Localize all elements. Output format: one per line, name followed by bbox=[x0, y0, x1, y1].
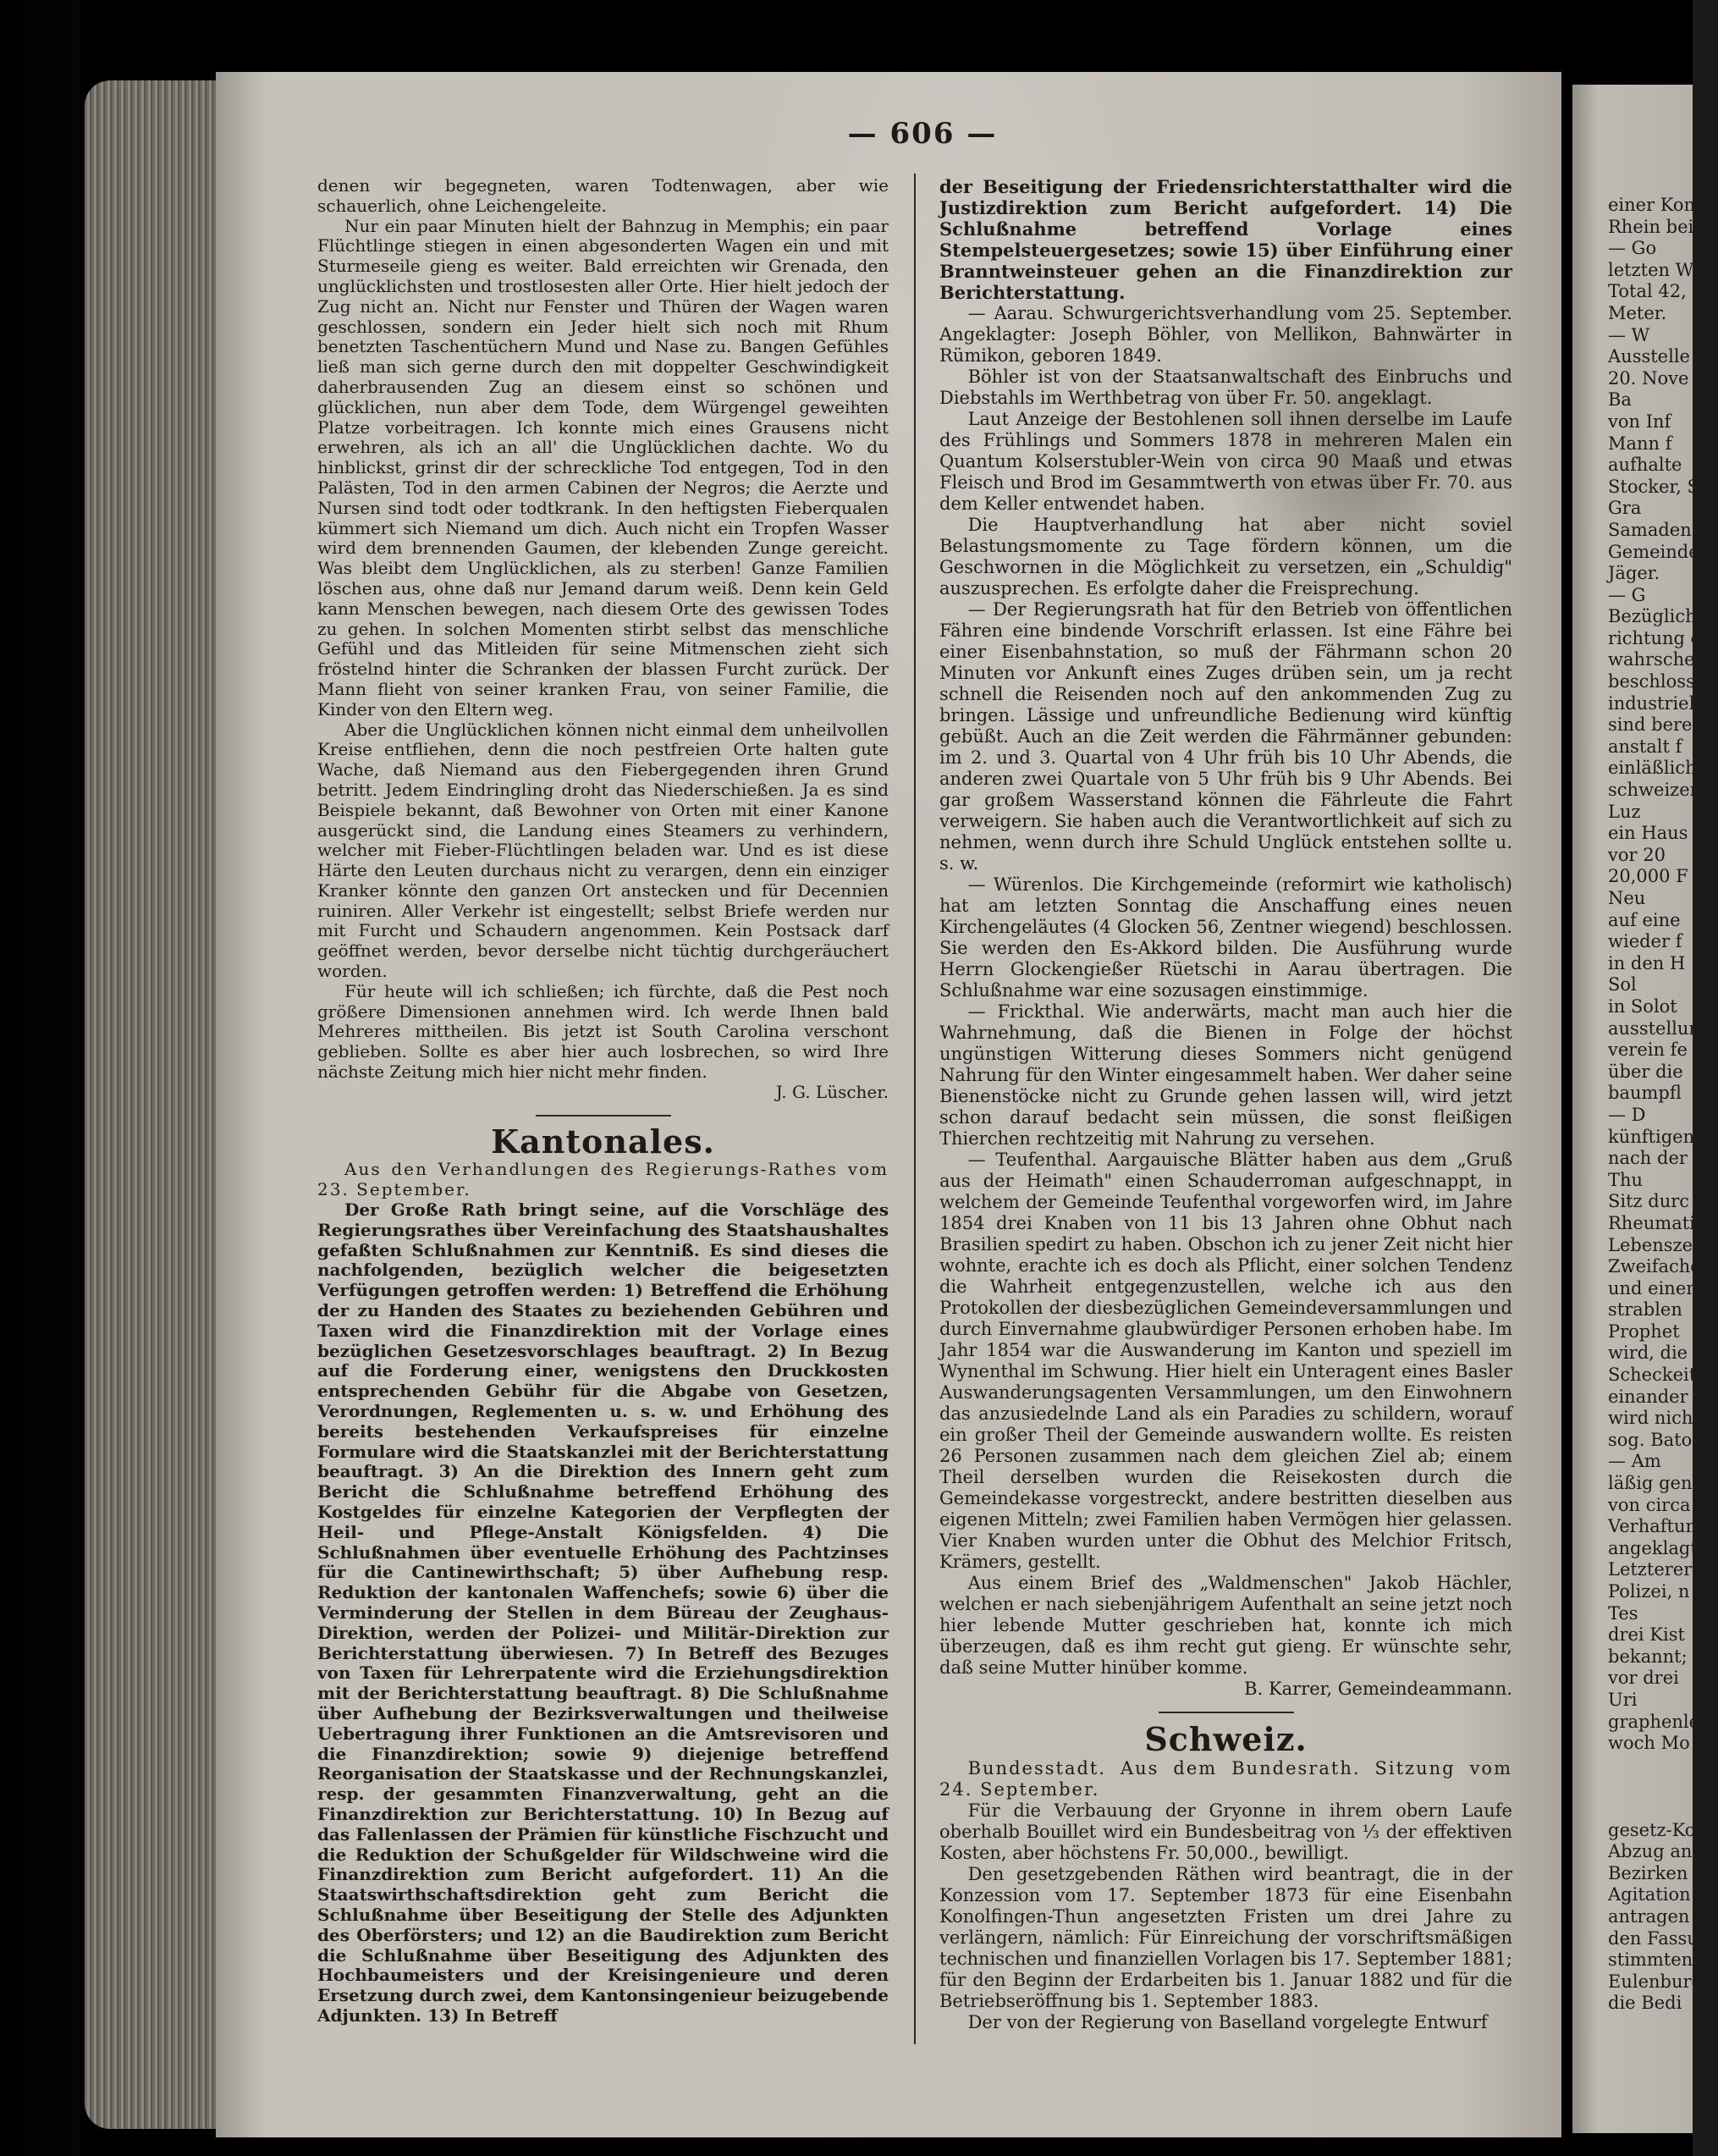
next-page-line: stimmten bbox=[1608, 1949, 1693, 1971]
page-number: — 606 — bbox=[847, 117, 998, 151]
section-rule bbox=[536, 1115, 671, 1117]
next-page-line: wird nicht bbox=[1608, 1408, 1700, 1429]
next-page-line: richtung e bbox=[1608, 627, 1702, 648]
next-page-line: in den H bbox=[1608, 952, 1686, 973]
next-page-line: vor drei bbox=[1608, 1668, 1679, 1689]
next-page-line: Sitz durc bbox=[1608, 1191, 1690, 1212]
paragraph: Aber die Unglücklichen können nicht einmal dem unheilvollen Kreise entfliehen, denn die noch pestfreien Orte halten gute Wache, daß Niemand aus den Fiebergegenden ihren Grund betritt. Jedem Eindringling droht das Niederschießen. Ja es sind Beispiele bekannt, daß Bewohner von Orten mit einer Kanone ausgerückt sind, die Landung eines Steamers zu verhindern, welcher mit Fieber-Flüchtlingen beladen war. Und es ist diese Härte den Leuten durchaus nicht zu verargen, denn ein einziger Kranker könnte den ganzen Ort anstecken und für Decennien ruiniren. Aller Verkehr ist eingestellt; selbst Briefe werden nur mit Furcht und Schaudern angenommen. Kein Postsack darf geöffnet werden, bevor derselbe nicht tüchtig durchgeräuchert worden. bbox=[317, 719, 889, 982]
paragraph: Nur ein paar Minuten hielt der Bahnzug in Memphis; ein paar Flüchtlinge stiegen in einen abgesonderten Wagen ein und mit Sturmeseile gieng es weiter. Bald erreichten wir Grenada, den unglücklichsten und trostlosesten aller Orte. Hier hielt jedoch der Zug nicht an. Nicht nur Fenster und Thüren der Wagen waren geschlossen, sondern ein Jeder hielt sich noch mit Rhum benetzten Taschentüchern Mund und Nase zu. Bangen Gefühles ließ man sich gerne durch den mit doppelter Geschwindigkeit daherbrausenden Zug an diesem einst so schönen und glücklichen, nun aber dem Tode, dem Würgengel geweihten Platze vorbeitragen. Ich konnte mich eines Grausens nicht erwehren, als ich an all' die Unglücklichen dachte. Wo du hinblickst, grinst dir der schreckliche Tod entgegen, Tod in den Palästen, Tod in den armen Cabinen der Negros; die Aerzte und Nursen sind todt oder todtkrank. In den heftigsten Fieberqualen kümmert sich Niemand um dich. Auch nicht ein Tropfen Wasser wird dem brennenden Gaumen, der klebenden Zunge gereicht. Was bleibt dem Unglücklichen, als zu sterben! Ganze Familien löschen aus, ohne daß nur Jemand darum weiß. Denn kein Geld kann Menschen bewegen, nach diesem Orte des gewissen Todes zu gehen. In solchen Momenten stirbt selbst das menschliche Gefühl und das Mitleiden für seine Mitmenschen zieht sich fröstelnd hinter die Schranken der blassen Furcht zurück. Der Mann flieht von seiner kranken Frau, von seiner Familie, die Kinder von den Eltern weg. bbox=[317, 215, 889, 720]
next-page-line: Agitation bbox=[1608, 1884, 1691, 1905]
book-page-edges bbox=[85, 80, 220, 2129]
next-page-line: einer Kon bbox=[1608, 195, 1696, 215]
next-page-line: — G bbox=[1608, 584, 1646, 605]
next-page-line: Polizei, n bbox=[1608, 1581, 1690, 1602]
paragraph: — Aarau. Schwurgerichtsverhandlung vom 25. September. Angeklagter: Joseph Böhler, von Mellikon, Bahnwärter in Rümikon, geboren 1849. bbox=[939, 303, 1512, 366]
next-page-line: sind berei bbox=[1608, 714, 1699, 736]
paragraph: Den gesetzgebenden Räthen wird beantragt, die in der Konzession vom 17. September 1873 für eine Eisenbahn Konolfingen-Thun angesetzten Fristen um drei Jahre zu verlängern, nämlich: Für Einreichung der vorschriftsmäßigen technischen und finanziellen Vorlagen bis 17. September 1881; für den Beginn der Erdarbeiten bis 1. Januar 1882 und für die Betriebseröffnung bis 1. September 1883. bbox=[939, 1864, 1512, 2011]
next-page-line: 20,000 F bbox=[1608, 866, 1688, 887]
section-rule bbox=[1159, 1712, 1294, 1713]
next-page-line: Uri bbox=[1608, 1689, 1638, 1710]
paragraph: Der von der Regierung von Baselland vorgelegte Entwurf bbox=[967, 2012, 1488, 2032]
next-page-line: graphenle bbox=[1608, 1711, 1700, 1732]
next-page-line: wahrscheinl bbox=[1608, 649, 1718, 670]
section-title-schweiz: Schweiz. bbox=[1144, 1720, 1308, 1758]
next-page-line: Letzterer bbox=[1608, 1559, 1693, 1580]
next-page-line: Bezirken bbox=[1608, 1862, 1688, 1883]
paragraph: der Beseitigung der Friedensrichterstatthalter wird die Justizdirektion zum Bericht aufgefordert. 14) Die Schlußnahme betreffend Vorlage eines Stempelsteuergesetzes; sowie 15) über Einführung einer Branntweinsteuer gehen an die Finanzdirektion zur Berichterstattung. bbox=[939, 176, 1512, 303]
next-page-text-fragments bbox=[1608, 195, 1718, 2015]
next-page-line: baumpfl bbox=[1608, 1083, 1682, 1104]
next-page-line: bekannt; bbox=[1608, 1646, 1688, 1667]
next-page-line: Total 42, bbox=[1608, 281, 1687, 302]
next-page-line: ein Haus bbox=[1608, 823, 1688, 844]
next-page-line: anstalt f bbox=[1608, 736, 1682, 757]
next-page-line: gesetz-Kon bbox=[1608, 1819, 1707, 1840]
next-page-line: drei Kist bbox=[1608, 1624, 1685, 1646]
next-page-line: Verhaftun bbox=[1608, 1516, 1698, 1537]
next-page-line: verein fe bbox=[1608, 1039, 1688, 1061]
next-page-line: schweizeris bbox=[1608, 780, 1714, 801]
next-page-line: Meter. bbox=[1608, 302, 1667, 323]
next-page-line: Abzug an bbox=[1608, 1841, 1693, 1862]
next-page-line: Eulenburg bbox=[1608, 1971, 1703, 1992]
section-intro: Bundesstadt. Aus dem Bundesrath. Sitzung vom 24. September. bbox=[939, 1758, 1512, 1800]
next-page-line: einander bbox=[1608, 1386, 1688, 1407]
next-page-line: aufhalte bbox=[1608, 455, 1682, 476]
next-page-line: wird, die bbox=[1608, 1343, 1688, 1364]
paragraph: Für heute will ich schließen; ich fürchte, daß die Pest noch größere Dimensionen annehmen wird. Ich werde Ihnen bald Mehreres mittheilen. Bis jetzt ist South Carolina verschont geblieben. Sollte es aber hier auch losbrechen, so wird Ihre nächste Zeitung mich hier nicht mehr finden. bbox=[317, 980, 889, 1083]
next-page-line: industriell bbox=[1608, 692, 1701, 714]
next-page-line: läßig gene bbox=[1608, 1473, 1703, 1494]
next-page-line: die Bedi bbox=[1608, 1993, 1682, 2014]
next-page-line: Rheumati bbox=[1608, 1212, 1695, 1233]
next-page-line: Zweifache bbox=[1608, 1256, 1701, 1277]
next-page-line: Luz bbox=[1608, 801, 1641, 822]
section-intro: Aus den Verhandlungen des Regierungs-Rathes vom 23. September. bbox=[317, 1159, 889, 1200]
next-page-line: ausstellun bbox=[1608, 1017, 1700, 1039]
next-page-line: über die bbox=[1608, 1061, 1683, 1082]
next-page-line: strablen bbox=[1608, 1299, 1682, 1321]
next-page-line: Gemeinde bbox=[1608, 541, 1699, 562]
next-page-line bbox=[1608, 1776, 1693, 1798]
next-page-line: künftigen bbox=[1608, 1126, 1695, 1147]
next-page-line: Lebenszeid bbox=[1608, 1234, 1710, 1255]
section-body bbox=[317, 1200, 889, 2026]
next-page-line: angeklagte bbox=[1608, 1537, 1709, 1558]
page-gutter bbox=[1561, 80, 1572, 2137]
column-divider bbox=[914, 174, 916, 2044]
paragraph: Böhler ist von der Staatsanwaltschaft des Einbruchs und Diebstahls im Werthbetrag von über Fr. 50. angeklagt. bbox=[939, 367, 1512, 408]
next-page-line: und einen bbox=[1608, 1277, 1698, 1299]
paragraph: — Der Regierungsrath hat für den Betrieb von öffentlichen Fähren eine bindende Vorschrift erlassen. Ist eine Fähre bei einer Eisenbahnstation, so muß der Fährmann schon 20 Minuten vor Ankunft eines Zuges drüben sein, um ja recht schnell die Reisenden noch auf den ankommenden Zug zu bringen. Lässige und unfreundliche Bedienung wird künftig gebüßt. Auch an die Zeit werden die Fährmänner gebunden: im 2. und 3. Quartal von 4 Uhr früh bis 10 Uhr Abends, die anderen zwei Quartale von 5 Uhr früh bis 9 Uhr Abends. Bei gar großem Wasserstand können die Fährleute die Fahrt verweigern. Sie haben auch die Verantwortlichkeit auf sich zu nehmen, wenn durch ihre Schuld Unglück entstehen sollte u. s. w. bbox=[939, 599, 1512, 874]
next-page-line bbox=[1608, 1755, 1693, 1777]
next-page-line: vor 20 bbox=[1608, 844, 1666, 865]
paragraph: — Würenlos. Die Kirchgemeinde (reformirt wie katholisch) hat am letzten Sonntag die Anschaffung eines neuen Kirchengeläutes (4 Glocken 56, Zentner wiegend) beschlossen. Sie werden den Es-Akkord bilden. Die Ausführung wurde Herrn Glockengießer Rüetschi in Aarau übertragen. Die Schlußnahme war eine sozusagen einstimmige. bbox=[939, 874, 1512, 1001]
next-page-line: Mann f bbox=[1608, 433, 1672, 454]
paragraph: denen wir begegneten, waren Todtenwagen, aber wie schauerlich, ohne Leichengeleite. bbox=[317, 175, 889, 216]
next-page-line: Bezüglich bbox=[1608, 606, 1697, 627]
next-page-line: Ba bbox=[1608, 389, 1632, 411]
next-page-line: Gra bbox=[1608, 498, 1642, 519]
next-page-line: den Fassu bbox=[1608, 1927, 1699, 1949]
paragraph: Die Hauptverhandlung hat aber nicht soviel Belastungsmomente zu Tage fördern können, um die Geschwornen in die Möglichkeit zu versetzen, ein „Schuldig" auszusprechen. Es erfolgte daher die Freisprechung. bbox=[939, 515, 1512, 598]
next-page-line: Rhein bei bbox=[1608, 216, 1694, 237]
next-page-line: beschlossen bbox=[1608, 671, 1717, 692]
next-page-line: — W bbox=[1608, 324, 1650, 345]
next-page-line: Scheckeit bbox=[1608, 1365, 1697, 1386]
next-page-line: sog. Bato bbox=[1608, 1429, 1693, 1450]
next-page-line: Neu bbox=[1608, 888, 1646, 908]
signature: J. G. Lüscher. bbox=[775, 1081, 889, 1102]
next-page-line: Thu bbox=[1608, 1169, 1644, 1190]
next-page-line: Samaden bbox=[1608, 519, 1692, 540]
paragraph: Für die Verbauung der Gryonne in ihrem obern Laufe oberhalb Bouillet wird ein Bundesbeitrag von ⅓ der effektiven Kosten, aber höchstens Fr. 50,000., bewilligt. bbox=[939, 1800, 1512, 1863]
signature: B. Karrer, Gemeindeammann. bbox=[1244, 1679, 1512, 1699]
section-title-kantonales: Kantonales. bbox=[491, 1122, 715, 1161]
left-column bbox=[317, 176, 889, 2026]
next-page-line: Tes bbox=[1608, 1602, 1638, 1624]
next-page-line: — D bbox=[1608, 1104, 1646, 1125]
next-page-line: wieder f bbox=[1608, 931, 1682, 952]
right-column bbox=[939, 176, 1512, 2033]
next-page-line: Prophet bbox=[1608, 1321, 1680, 1342]
paragraph: Laut Anzeige der Bestohlenen soll ihnen derselbe im Laufe des Frühlings und Sommers 1878 in mehreren Malen ein Quantum Kolserstubler-Wein von circa 90 Maaß und etwas Fleisch und Brod im Gesammtwerth von etwas über Fr. 70. aus dem Keller entwendet haben. bbox=[939, 409, 1512, 514]
next-page-line: antragen bbox=[1608, 1905, 1690, 1927]
paragraph: — Frickthal. Wie anderwärts, macht man auch hier die Wahrnehmung, daß die Bienen in Folge der höchst ungünstigen Witterung dieses Sommers nicht genügend Nahrung für den Winter eingesammelt haben. Wer daher seine Bienenstöcke nicht zu Grunde gehen lassen will, wird jetzt schon darauf bedacht sein müssen, die sonst fleißigen Thierchen rechtzeitig mit Nahrung zu versehen. bbox=[939, 1001, 1512, 1149]
next-page-line: von circa bbox=[1608, 1494, 1691, 1515]
next-page-line: — Go bbox=[1608, 238, 1657, 259]
next-page-line: woch Mo bbox=[1608, 1733, 1690, 1754]
next-page-line: Ausstelle bbox=[1608, 346, 1690, 367]
next-page-line: — Am bbox=[1608, 1451, 1661, 1472]
next-page-line: 20. Nove bbox=[1608, 367, 1689, 389]
next-page-line: Stocker, S bbox=[1608, 476, 1699, 497]
next-page-line bbox=[1608, 1798, 1693, 1820]
next-page-line: letzten W bbox=[1608, 259, 1694, 280]
next-page-line: in Solot bbox=[1608, 995, 1677, 1017]
next-page-line: Jäger. bbox=[1608, 563, 1660, 584]
next-page-line: Sol bbox=[1608, 974, 1637, 995]
next-page-line: nach der bbox=[1608, 1148, 1688, 1169]
next-page-line: einläßlich bbox=[1608, 758, 1697, 779]
next-page-line: von Inf bbox=[1608, 411, 1671, 432]
paragraph: — Teufenthal. Aargauische Blätter haben aus dem „Gruß aus der Heimath" einen Schauderroman aufgeschnappt, in welchem der Gemeinde Teufenthal vorgeworfen wird, im Jahre 1854 drei Knaben von 11 bis 13 Jahren ohne Obhut nach Brasilien spedirt zu haben. Obschon ich zu jener Zeit nicht hier wohnte, erachte ich es doch als Pflicht, einer solchen Tendenz die Wahrheit entgegenzustellen, welche ich aus den Protokollen der diesbezüglichen Gemeindeversammlungen und durch Einvernahme glaubwürdiger Personen erhoben habe. Im Jahr 1854 war die Auswanderung im Kanton und speziell im Wynenthal im Schwung. Hier hielt ein Unteragent eines Basler Auswanderungsagenten Versammlungen, um den Einwohnern das anzusiedelnde Land als ein Paradies zu schildern, worauf ein großer Theil der Gemeinde auswandern wollte. Es reisten 26 Personen zusammen nach dem gleichen Ziel ab; einem Theil derselben wurden die Reisekosten durch die Gemeindekasse vorgestreckt, andere bestritten dieselben aus eigenen Mitteln; zwei Familien haben Vermögen hier gelassen. Vier Knaben wurden unter die Obhut des Melchior Fritsch, Krämers, gestellt. bbox=[939, 1150, 1512, 1572]
next-page-line: auf eine bbox=[1608, 909, 1681, 930]
paragraph: Aus einem Brief des „Waldmenschen" Jakob Hächler, welchen er nach siebenjährigem Aufenthalt an seine jetzt noch hier lebende Mutter geschrieben hat, konnte ich mich überzeugen, daß es ihm recht gut gieng. Er wünschte sehr, daß seine Mutter hinüber komme. bbox=[939, 1573, 1512, 1678]
paragraph: Der Große Rath bringt seine, auf die Vorschläge des Regierungsrathes über Vereinfachung des Staatshaushaltes gefaßten Schlußnahmen zur Kenntniß. Es sind dieses die nachfolgenden, bezüglich welcher die beigesetzten Verfügungen getroffen werden: 1) Betreffend die Erhöhung der zu Handen des Staates zu beziehenden Gebühren und Taxen wird die Finanzdirektion mit der Vorlage eines bezüglichen Gesetzesvorschlages beauftragt. 2) In Bezug auf die Forderung einer, wenigstens den Druckkosten entsprechenden Gebühr für die Abgabe von Gesetzen, Verordnungen, Reglementen u. s. w. und Erhöhung des bereits bestehenden Verkaufspreises für einzelne Formulare wird die Staatskanzlei mit der Berichterstattung beauftragt. 3) An die Direktion des Innern geht zum Bericht die Schlußnahme betreffend Erhöhung des Kostgeldes für einzelne Kategorien der Verpflegten der Heil- und Pflege-Anstalt Königsfelden. 4) Die Schlußnahmen über eventuelle Erhöhung des Pachtzinses für die Cantinewirthschaft; 5) über Aufhebung resp. Reduktion der kantonalen Waffenchefs; sowie 6) über die Verminderung der Stellen in dem Büreau der Zeughaus-Direktion, werden der Polizei- und Militär-Direktion zur Berichterstattung überwiesen. 7) In Betreff des Bezuges von Taxen für Lehrerpatente wird die Erziehungsdirektion mit der Berichterstattung beauftragt. 8) Die Schlußnahme über Aufhebung der Bezirksverwaltungen und theilweise Uebertragung ihrer Funktionen an die Amtsrevisoren und die Finanzdirektion; sowie 9) diejenige betreffend Reorganisation der Staatskasse und der Rechnungskanzlei, resp. der gesammten Finanzverwaltung, geht an die Finanzdirektion zur Berichterstattung. 10) In Bezug auf das Fallenlassen der Prämien für künstliche Fischzucht und die Reduktion der Schußgelder für Wildschweine wird die Finanzdirektion zum Bericht aufgefordert. 11) An die Staatswirthschaftsdirektion geht zum Bericht die Schlußnahme über Beseitigung der Stelle des Adjunkten des Oberförsters; und 12) an die Baudirektion zum Bericht die Schlußnahme über Beseitigung des Adjunkten des Hochbaumeisters und der Kreisingenieure und deren Ersetzung durch zwei, dem Kantonsingenieur beizugebende Adjunkten. 13) In Betreff bbox=[317, 1199, 889, 2026]
